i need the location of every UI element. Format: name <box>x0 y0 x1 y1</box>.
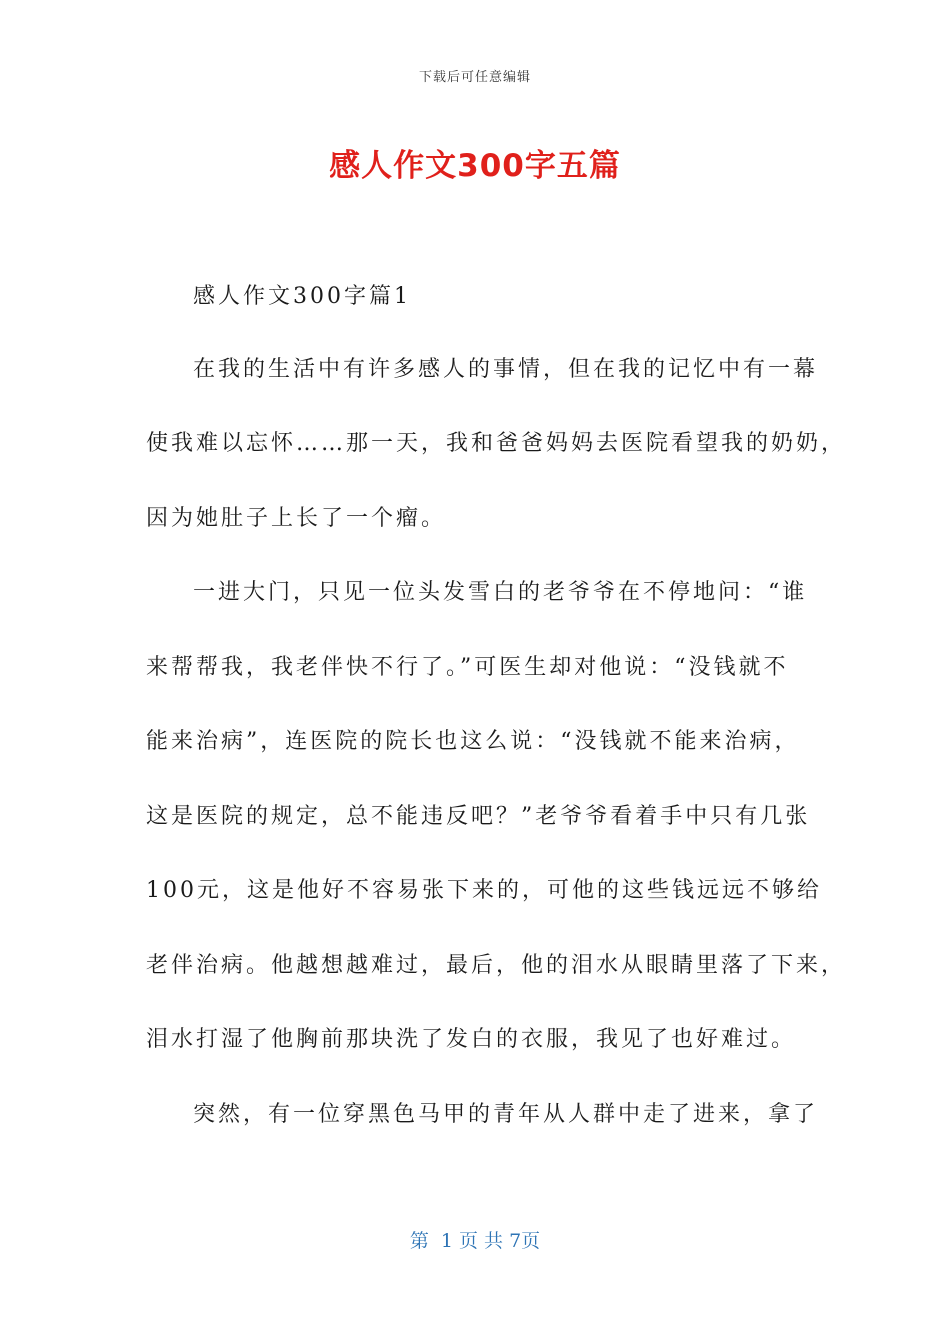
section-heading: 感人作文300字篇1 <box>193 284 411 309</box>
body-line: 在我的生活中有许多感人的事情，但在我的记忆中有一幕 <box>193 357 819 382</box>
body-line: 来帮帮我，我老伴快不行了。”可医生却对他说：“没钱就不 <box>146 655 789 680</box>
body-line: 老伴治病。他越想越难过，最后，他的泪水从眼睛里落了下来， <box>146 953 847 978</box>
body-line: 一进大门，只见一位头发雪白的老爷爷在不停地问：“谁 <box>193 580 808 605</box>
body-line: 使我难以忘怀……那一天，我和爸爸妈妈去医院看望我的奶奶， <box>146 431 847 456</box>
body-line: 突然，有一位穿黑色马甲的青年从人群中走了进来，拿了 <box>193 1102 819 1127</box>
body-line: 因为她肚子上长了一个瘤。 <box>146 506 447 531</box>
body-line: 这是医院的规定，总不能违反吧？”老爷爷看着手中只有几张 <box>146 804 811 829</box>
body-line: 泪水打湿了他胸前那块洗了发白的衣服，我见了也好难过。 <box>146 1027 797 1052</box>
document-title: 感人作文300字五篇 <box>329 148 621 184</box>
body-line: 能来治病”，连医院的院长也这么说：“没钱就不能来治病， <box>146 729 800 754</box>
body-line: 100元，这是他好不容易张下来的，可他的这些钱远远不够给 <box>146 878 822 903</box>
page-footer: 第 1 页 共 7页 <box>409 1230 541 1252</box>
header-note: 下载后可任意编辑 <box>418 70 531 85</box>
